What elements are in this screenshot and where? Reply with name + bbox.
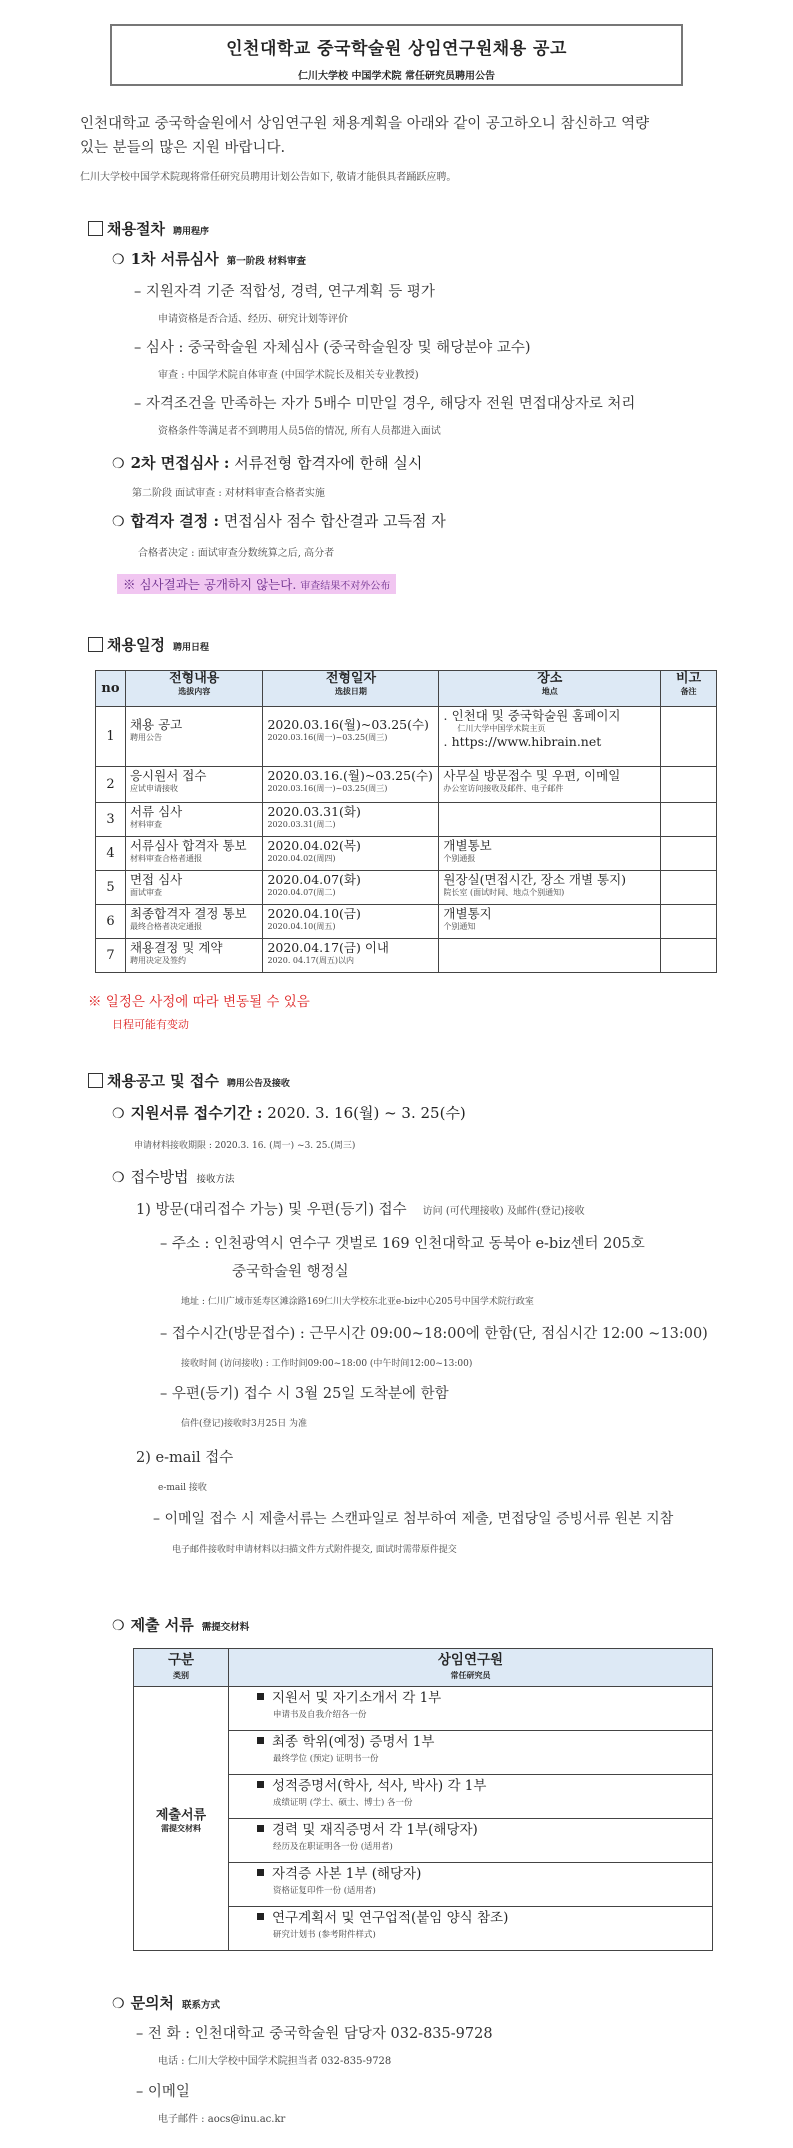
mail-text: – 우편(등기) 접수 시 3월 25일 도착분에 한함 [160, 1386, 449, 1402]
list-item: 최종 학위(예정) 증명서 1부 最终学位 (预定) 证明书一份 [229, 1731, 713, 1775]
period-cn: 申请材料接收期限 : 2020.3. 16. (周一) ~3. 25.(周三) [134, 1141, 356, 1151]
square-bullet-icon [257, 1825, 264, 1832]
schedule-warning-cn: 日程可能有变动 [112, 1018, 189, 1031]
square-bullet-icon [257, 1913, 264, 1920]
circle-bullet-icon: ❍ [112, 1170, 125, 1186]
method-2-cn: e-mail 接收 [158, 1483, 207, 1493]
square-bullet-icon [257, 1737, 264, 1744]
s1-item-3-cn: 资格条件等满足者不到聘用人员5倍的情况, 所有人员都进入面试 [158, 426, 441, 437]
list-item: 자격증 사본 1부 (해당자) 资格证复印件一份 (适用者) [229, 1863, 713, 1907]
contact-email[interactable]: 电子邮件 : aocs@inu.ac.kr [158, 2114, 286, 2125]
pass-heading: ❍ 합격자 결정 : 면접심사 점수 합산결과 고득점 자 [112, 512, 446, 530]
table-row: 6 최종합격자 결정 통보 最终合格者决定通报 2020.04.10(금) 2020.04.10(周五) 개별통지 个别通知 [96, 905, 717, 939]
table-header-row [134, 1649, 713, 1687]
schedule-table [95, 670, 717, 973]
email-note: – 이메일 접수 시 제출서류는 스캔파일로 첨부하여 제출, 면접당일 증빙서류 원본 지참 [153, 1511, 674, 1527]
col-header-note: 비고 备注 [661, 671, 717, 707]
intro-line-1: 인천대학교 중국학술원에서 상임연구원 채용계획을 아래와 같이 공고하오니 참신하고 역량 [80, 116, 650, 132]
table-row [134, 1687, 713, 1731]
address-line-1: – 주소 : 인천광역시 연수구 갯벌로 169 인천대학교 동북아 e-biz센터 205호 [160, 1236, 645, 1252]
intro-line-2: 있는 분들의 많은 지원 바랍니다. [80, 140, 286, 156]
s1-item-2: – 심사 : 중국학술원 자체심사 (중국학술원장 및 해당분야 교수) [134, 340, 531, 356]
stage2-cn: 第二阶段 面试审查 : 对材料审查合格者实施 [132, 488, 325, 499]
method-1: 1) 방문(대리접수 가능) 및 우편(등기) 접수 访问 (可代理接收) 及邮件(登记)接收 [136, 1202, 585, 1218]
notice-highlight: ※ 심사결과는 공개하지 않는다. 审查结果不对外公布 [117, 574, 396, 594]
pass-cn: 合格者决定 : 面试审查分数统算之后, 高分者 [138, 548, 335, 559]
method-2: 2) e-mail 접수 [136, 1450, 234, 1466]
s1-item-1-cn: 申请资格是否合适、经历、研究计划等评价 [158, 314, 348, 325]
checkbox-square-icon [88, 221, 103, 236]
hours-cn: 接收时间 (访问接收) : 工作时间09:00~18:00 (中午时间12:00~13:00) [181, 1359, 473, 1369]
section-schedule: 채용일정 聘用日程 [88, 634, 209, 655]
circle-bullet-icon: ❍ [112, 1996, 125, 2012]
circle-bullet-icon: ❍ [112, 514, 125, 530]
title-box [110, 24, 683, 86]
intro-cn: 仁川大学校中国学术院现将常任研究员聘用计划公告如下, 敬请才能俱具者踊跃应聘。 [80, 172, 457, 183]
mail-cn: 信件(登记)接收时3月25日 为准 [181, 1419, 308, 1429]
col-header-position: 상임연구원 常任研究员 [229, 1649, 713, 1687]
page-subtitle-cn: 仁川大学校 中国学术院 常任研究员聘用公告 [298, 71, 495, 82]
table-row: 5 면접 심사 面试审查 2020.04.07(화) 2020.04.07(周二) 원장실(면접시간, 장소 개별 통지) 院长室 (面试时间、地点个别通知) [96, 871, 717, 905]
documents-category: 제출서류 需提交材料 [134, 1687, 229, 1951]
contact-heading: ❍ 문의처 联系方式 [112, 1994, 221, 2012]
method-heading: ❍ 접수방법 接收方法 [112, 1168, 235, 1186]
stage2-heading: ❍ 2차 면접심사 : 서류전형 합격자에 한해 실시 [112, 454, 423, 472]
col-header-no: no [96, 671, 126, 707]
hours-text: – 접수시간(방문접수) : 근무시간 09:00~18:00에 한함(단, 점심시간 12:00 ~13:00) [160, 1326, 708, 1342]
checkbox-square-icon [88, 637, 103, 652]
address-line-2: 중국학술원 행정실 [232, 1264, 349, 1280]
table-row: 1 채용 공고 聘用公告 2020.03.16(월)~03.25(수) 2020.03.16(周一)~03.25(周三) ․ 인천대 및 중국학술원 홈페이지 仁川大学中国学术院主页 ․ https://www.hibrain.net [96, 707, 717, 767]
s1-item-2-cn: 审查 : 中国学术院自体审查 (中国学术院长及相关专业教授) [158, 370, 419, 381]
list-item: 지원서 및 자기소개서 각 1부 申请书及自我介绍各一份 [229, 1687, 713, 1731]
list-item: 성적증명서(학사, 석사, 박사) 각 1부 成绩证明 (学士、硕士、博士) 各一份 [229, 1775, 713, 1819]
period-heading: ❍ 지원서류 접수기간 : 2020. 3. 16(월) ~ 3. 25(수) [112, 1104, 466, 1122]
square-bullet-icon [257, 1693, 264, 1700]
table-row: 7 채용결정 및 계약 聘用决定及签约 2020.04.17(금) 이내 2020. 04.17(周五)以内 [96, 939, 717, 973]
s1-item-1: – 지원자격 기준 적합성, 경력, 연구계획 등 평가 [134, 284, 435, 300]
checkbox-square-icon [88, 1073, 103, 1088]
table-row: 2 응시원서 접수 应试申请接收 2020.03.16.(월)~03.25(수) 2020.03.16(周一)~03.25(周三) 사무실 방문접수 및 우편, 이메일 办公室访问接收及邮件、电子邮件 [96, 767, 717, 803]
col-header-category: 구분 类别 [134, 1649, 229, 1687]
list-item: 경력 및 재직증명서 각 1부(해당자) 经历及在职证明各一份 (适用者) [229, 1819, 713, 1863]
circle-bullet-icon: ❍ [112, 1618, 125, 1634]
email-note-cn: 电子邮件接收时申请材料以扫描文件方式附件提交, 面试时需带原件提交 [172, 1545, 457, 1555]
contact-phone: – 전 화 : 인천대학교 중국학술원 담당자 032-835-9728 [136, 2026, 493, 2042]
col-header-date: 전형일자 选拔日期 [263, 671, 439, 707]
contact-email-label: – 이메일 [136, 2084, 190, 2100]
documents-heading: ❍ 제출 서류 需提交材料 [112, 1616, 250, 1634]
schedule-warning: ※ 일정은 사정에 따라 변동될 수 있음 [88, 994, 310, 1010]
col-header-place: 장소 地点 [439, 671, 661, 707]
s1-item-3: – 자격조건을 만족하는 자가 5배수 미만일 경우, 해당자 전원 면접대상자로 처리 [134, 396, 636, 412]
col-header-content: 전형내용 选拔内容 [125, 671, 262, 707]
section-procedure: 채용절차 聘用程序 [88, 218, 209, 239]
square-bullet-icon [257, 1781, 264, 1788]
circle-bullet-icon: ❍ [112, 252, 125, 268]
stage1-heading: ❍ 1차 서류심사 第一阶段 材料审查 [112, 250, 306, 268]
circle-bullet-icon: ❍ [112, 1106, 125, 1122]
contact-phone-cn: 电话 : 仁川大学校中国学术院担当者 032-835-9728 [158, 2056, 392, 2067]
table-row: 4 서류심사 합격자 통보 材料审查合格者通报 2020.04.02(목) 2020.04.02(周四) 개별통보 个别通报 [96, 837, 717, 871]
table-header-row [96, 671, 717, 707]
page-title: 인천대학교 중국학술원 상임연구원채용 공고 [226, 39, 567, 59]
list-item: 연구계획서 및 연구업적(붙임 양식 참조) 研究计划书 (参考附件样式) [229, 1907, 713, 1951]
documents-table [133, 1648, 713, 1951]
circle-bullet-icon: ❍ [112, 456, 125, 472]
section-application: 채용공고 및 접수 聘用公告及接收 [88, 1070, 290, 1091]
address-cn: 地址 : 仁川广域市延寿区滩涂路169仁川大学校东北亚e-biz中心205号中国学术院行政室 [181, 1297, 534, 1307]
square-bullet-icon [257, 1869, 264, 1876]
table-row: 3 서류 심사 材料审查 2020.03.31(화) 2020.03.31(周二) [96, 803, 717, 837]
